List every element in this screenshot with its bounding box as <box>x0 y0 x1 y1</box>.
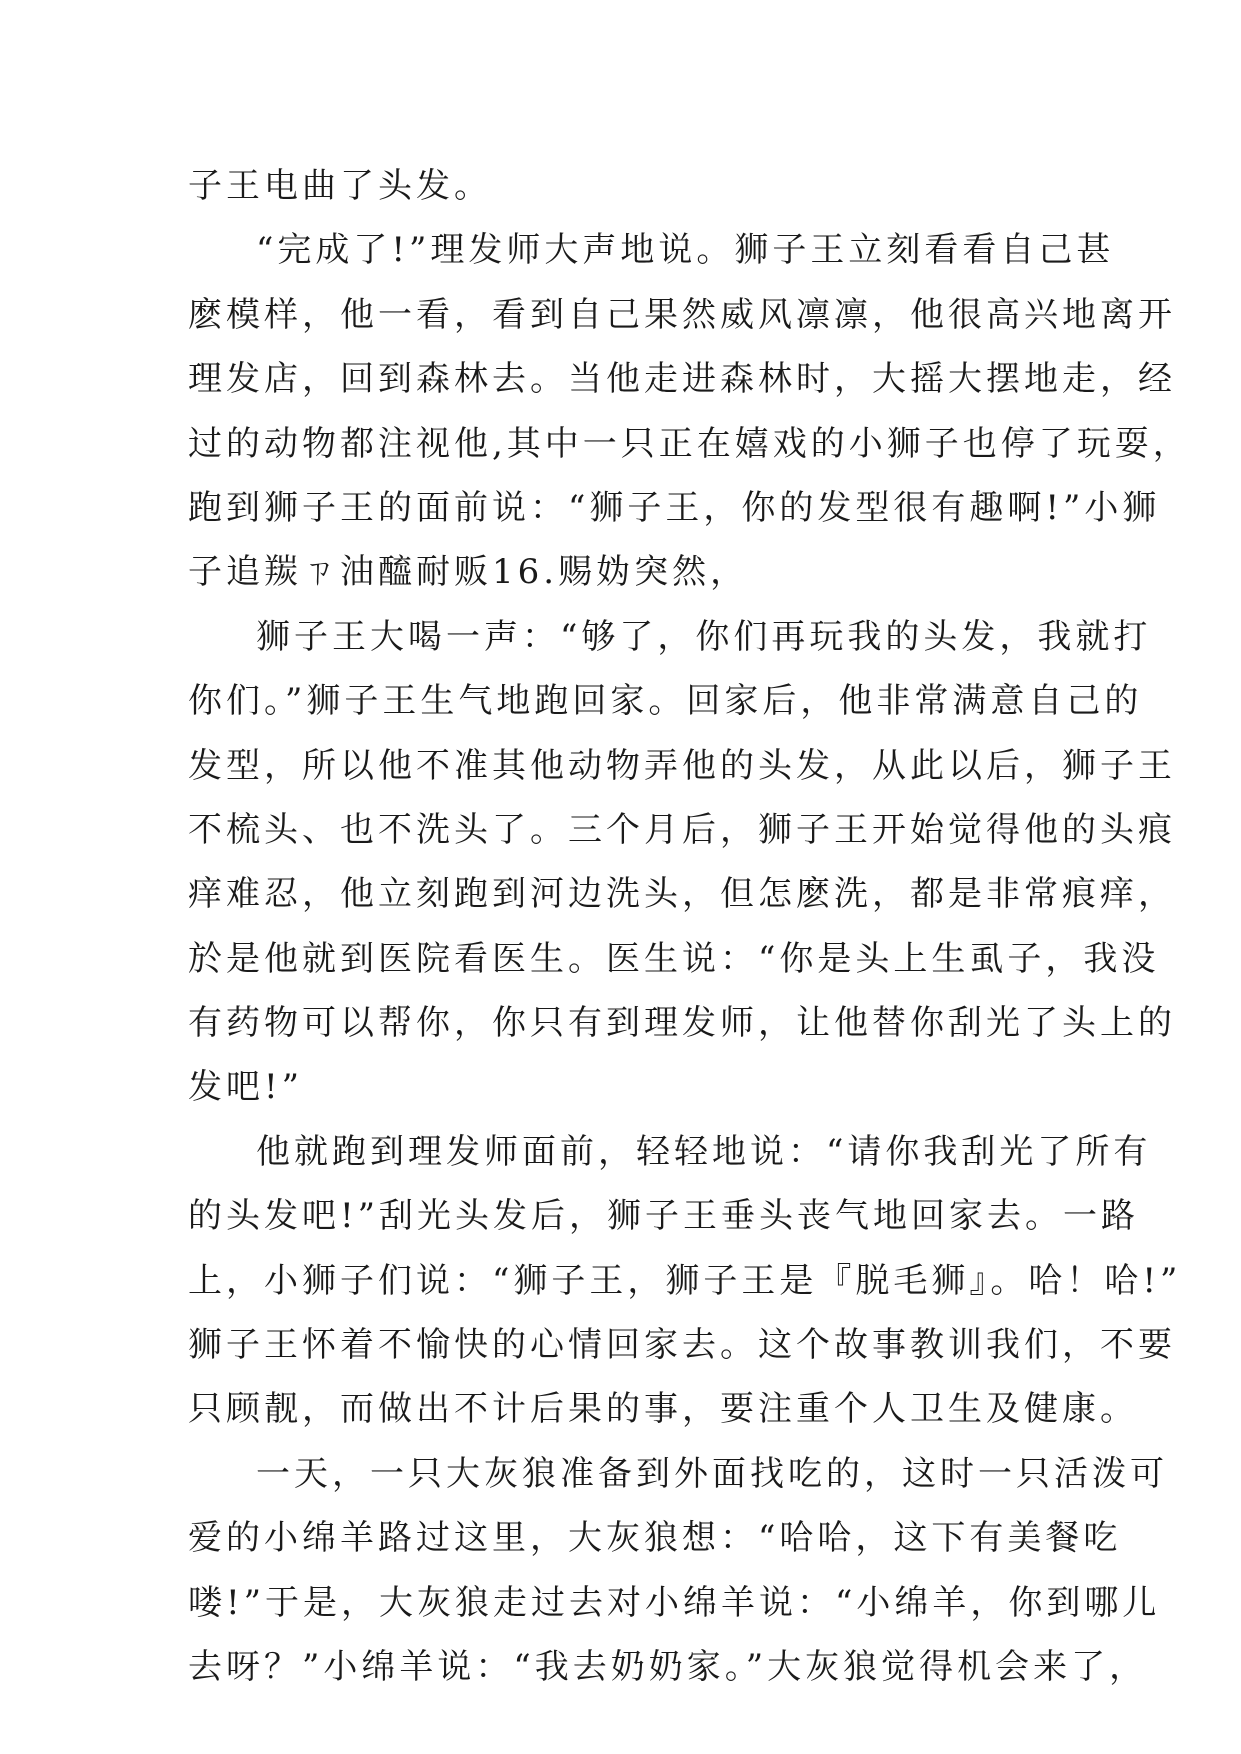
text-line: 发吧!” <box>188 1067 304 1108</box>
text-line: 只顾靓，而做出不计后果的事，要注重个人卫生及健康。 <box>188 1389 1138 1430</box>
text-line: 痒难忍，他立刻跑到河边洗头，但怎麽洗，都是非常痕痒， <box>188 874 1176 915</box>
story-text <box>188 154 1191 1699</box>
text-line: 发型，所以他不准其他动物弄他的头发，从此以后，狮子王 <box>188 745 1176 786</box>
text-line: 子追羰ㄗ油醯耐贩16.赐妫突然， <box>188 552 749 593</box>
text-line: 麽模样，他一看，看到自己果然威风凛凛，他很高兴地离开 <box>188 294 1176 335</box>
text-line: 上，小狮子们说：“狮子王，狮子王是『脱毛狮』。哈！哈!” <box>188 1260 1182 1301</box>
text-line: 一天，一只大灰狼准备到外面找吃的，这时一只活泼可 <box>256 1453 1168 1494</box>
text-line: 於是他就到医院看医生。医生说：“你是头上生虱子，我没 <box>188 938 1160 979</box>
text-line: 他就跑到理发师面前，轻轻地说：“请你我刮光了所有 <box>256 1131 1152 1172</box>
text-line: 理发店，回到森林去。当他走进森林时，大摇大摆地走，经 <box>188 359 1176 400</box>
text-line: 你们。”狮子王生气地跑回家。回家后，他非常满意自己的 <box>188 681 1143 722</box>
text-line: 喽!”于是，大灰狼走过去对小绵羊说：“小绵羊，你到哪儿 <box>188 1582 1161 1623</box>
text-line: 的头发吧!”刮光头发后，狮子王垂头丧气地回家去。一路 <box>188 1196 1140 1237</box>
text-line: 子王电曲了头发。 <box>188 166 492 206</box>
text-line: 跑到狮子王的面前说：“狮子王，你的发型很有趣啊!”小狮 <box>188 487 1161 528</box>
text-line: 狮子王怀着不愉快的心情回家去。这个故事教训我们，不要 <box>188 1325 1176 1366</box>
text-line: 不梳头、也不洗头了。三个月后，狮子王开始觉得他的头痕 <box>188 809 1176 850</box>
text-line: 狮子王大喝一声：“够了，你们再玩我的头发，我就打 <box>256 616 1152 657</box>
text-line: 过的动物都注视他,其中一只正在嬉戏的小狮子也停了玩耍， <box>188 423 1191 464</box>
text-line: 爱的小绵羊路过这里，大灰狼想：“哈哈，这下有美餐吃 <box>188 1518 1122 1559</box>
text-line: 有药物可以帮你，你只有到理发师，让他替你刮光了头上的 <box>188 1003 1176 1044</box>
text-line: 去呀？”小绵羊说：“我去奶奶家。”大灰狼觉得机会来了， <box>188 1646 1148 1687</box>
text-line: “完成了!”理发师大声地说。狮子王立刻看看自己甚 <box>256 230 1115 271</box>
